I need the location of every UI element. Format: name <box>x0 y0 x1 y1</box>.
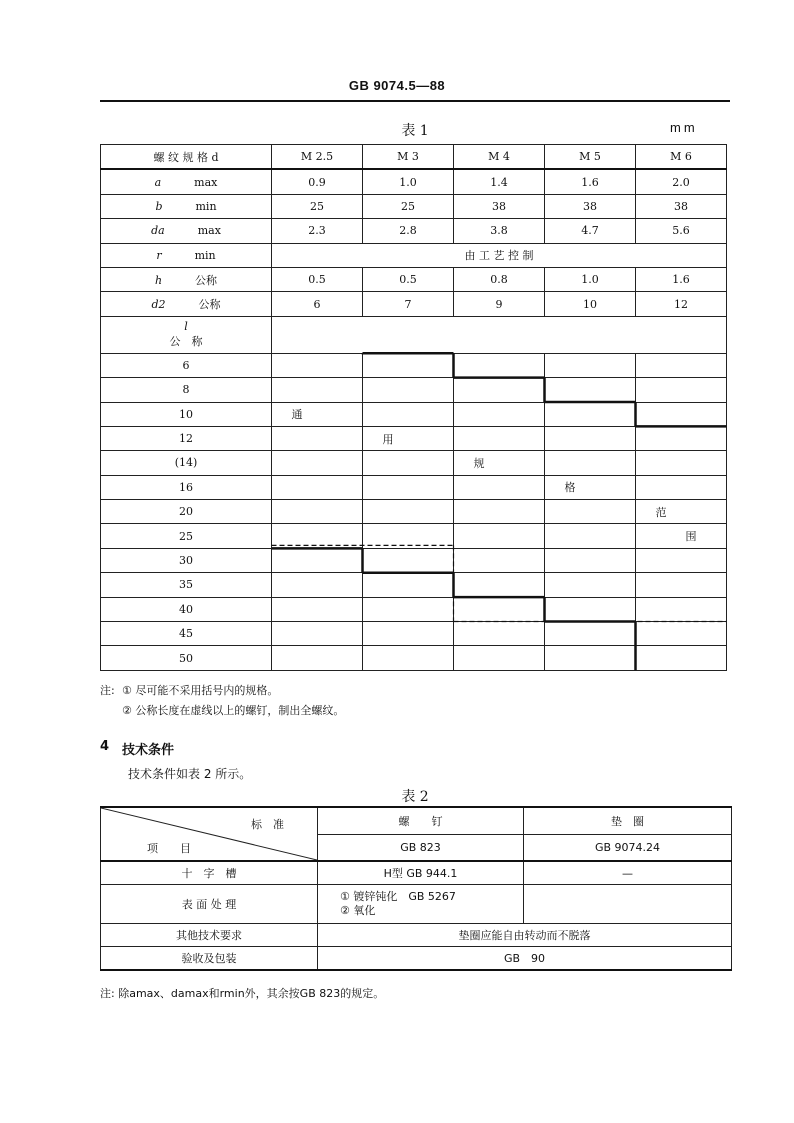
symbol: da <box>151 224 165 238</box>
length-value: 6 <box>101 353 272 377</box>
value-cell: 25 <box>272 194 363 218</box>
merged-cell: 由 工 艺 控 制 <box>272 243 727 267</box>
symbol: b <box>155 199 163 213</box>
value-cell: 0.5 <box>363 267 454 291</box>
qualifier: min <box>194 248 216 262</box>
value-cell: 2.8 <box>363 219 454 243</box>
table1-unit: mm <box>670 120 698 135</box>
table2-title: 表 2 <box>401 789 429 805</box>
length-value: 40 <box>101 597 272 621</box>
value-cell: 2.3 <box>272 219 363 243</box>
value-cell: — <box>524 861 732 885</box>
length-value: 25 <box>101 524 272 548</box>
header-title: GB 9074.5—88 <box>348 78 446 93</box>
value-cell: 4.7 <box>545 219 636 243</box>
value-cell: 10 <box>545 292 636 316</box>
range-boundary-lines <box>100 144 730 674</box>
table-row <box>101 924 732 947</box>
corner-item-label: 项 目 <box>147 842 191 855</box>
notes1-prefix: 注: <box>100 684 115 697</box>
length-value: 35 <box>101 573 272 597</box>
notes2-text: 注: 除amax、damax和rmin外，其余按GB 823的规定。 <box>100 987 385 1000</box>
corner-cell <box>101 807 318 861</box>
row-label: 十 字 槽 <box>101 861 318 885</box>
value-cell: 9 <box>454 292 545 316</box>
length-label: 公 称 <box>169 335 203 349</box>
size-cell: M 5 <box>545 145 636 170</box>
value-cell: 0.9 <box>272 169 363 194</box>
symbol: r <box>156 248 162 262</box>
length-value: 45 <box>101 622 272 646</box>
range-text: 通 <box>291 408 303 422</box>
length-symbol: l <box>184 320 188 334</box>
treatment-line: ① 镀锌钝化 GB 5267 <box>340 890 456 903</box>
range-text: 范 <box>655 505 667 519</box>
value-cell: 12 <box>636 292 727 316</box>
value-cell: 38 <box>454 194 545 218</box>
length-value: 16 <box>101 475 272 499</box>
table-row <box>101 885 732 924</box>
table-row <box>101 861 732 885</box>
value-cell: 6 <box>272 292 363 316</box>
value-cell: 38 <box>636 194 727 218</box>
value-cell: 1.6 <box>545 169 636 194</box>
range-text: 用 <box>382 432 394 446</box>
symbol: h <box>154 273 163 287</box>
range-text: 规 <box>473 456 485 470</box>
size-cell: M 4 <box>454 145 545 170</box>
header-rule <box>100 100 730 102</box>
table1-title: 表 1 <box>401 123 429 139</box>
value-cell: 1.6 <box>636 267 727 291</box>
row-label: 表 面 处 理 <box>101 885 318 924</box>
value-cell: 1.4 <box>454 169 545 194</box>
value-cell: 25 <box>363 194 454 218</box>
section-text: 技术条件如表 2 所示。 <box>128 767 252 781</box>
row-label: 验收及包装 <box>101 947 318 971</box>
length-value: 8 <box>101 378 272 402</box>
value-cell: 38 <box>545 194 636 218</box>
screw-header: 螺 钉 <box>318 807 524 834</box>
table2 <box>100 806 732 971</box>
value-cell: 5.6 <box>636 219 727 243</box>
length-value: (14) <box>101 451 272 475</box>
note-item: ① 尽可能不采用括号内的规格。 <box>122 684 279 697</box>
table-row <box>101 807 732 834</box>
symbol: d2 <box>151 298 166 312</box>
length-value: 50 <box>101 646 272 670</box>
qualifier: max <box>197 224 221 238</box>
value-cell: H型 GB 944.1 <box>318 861 524 885</box>
screw-standard: GB 823 <box>318 834 524 861</box>
value-cell: 7 <box>363 292 454 316</box>
size-cell: M 6 <box>636 145 727 170</box>
symbol: a <box>154 175 162 189</box>
washer-standard: GB 9074.24 <box>524 834 732 861</box>
value-cell: 1.0 <box>363 169 454 194</box>
range-text: 围 <box>685 530 697 544</box>
value-cell: 1.0 <box>545 267 636 291</box>
size-cell: M 3 <box>363 145 454 170</box>
value-cell: 0.5 <box>272 267 363 291</box>
qualifier: 公称 <box>195 273 218 287</box>
qualifier: min <box>195 199 217 213</box>
merged-cell: GB 90 <box>318 947 732 971</box>
treatment-line: ② 氧化 <box>340 904 376 917</box>
staircase-group <box>272 353 727 670</box>
length-value: 12 <box>101 426 272 450</box>
size-cell: M 2.5 <box>272 145 363 170</box>
length-value: 10 <box>101 402 272 426</box>
merged-cell: 垫圈应能自由转动而不脱落 <box>318 924 732 947</box>
blank-cell <box>524 885 732 924</box>
value-cell: 0.8 <box>454 267 545 291</box>
note-item: ② 公称长度在虚线以上的螺钉，制出全螺纹。 <box>122 704 345 717</box>
col-header-thread: 螺 纹 规 格 d <box>101 145 272 170</box>
length-value: 20 <box>101 500 272 524</box>
corner-std-label: 标 准 <box>251 818 284 831</box>
diagonal-line <box>101 808 317 860</box>
value-cell <box>318 885 524 924</box>
table-row <box>101 947 732 971</box>
section-title: 技术条件 <box>122 743 175 758</box>
range-text: 格 <box>564 481 576 495</box>
value-cell: 3.8 <box>454 219 545 243</box>
length-value: 30 <box>101 548 272 572</box>
section-number: 4 <box>100 739 110 754</box>
row-label: 其他技术要求 <box>101 924 318 947</box>
qualifier: max <box>194 175 218 189</box>
value-cell: 2.0 <box>636 169 727 194</box>
qualifier: 公称 <box>198 298 221 312</box>
washer-header: 垫 圈 <box>524 807 732 834</box>
